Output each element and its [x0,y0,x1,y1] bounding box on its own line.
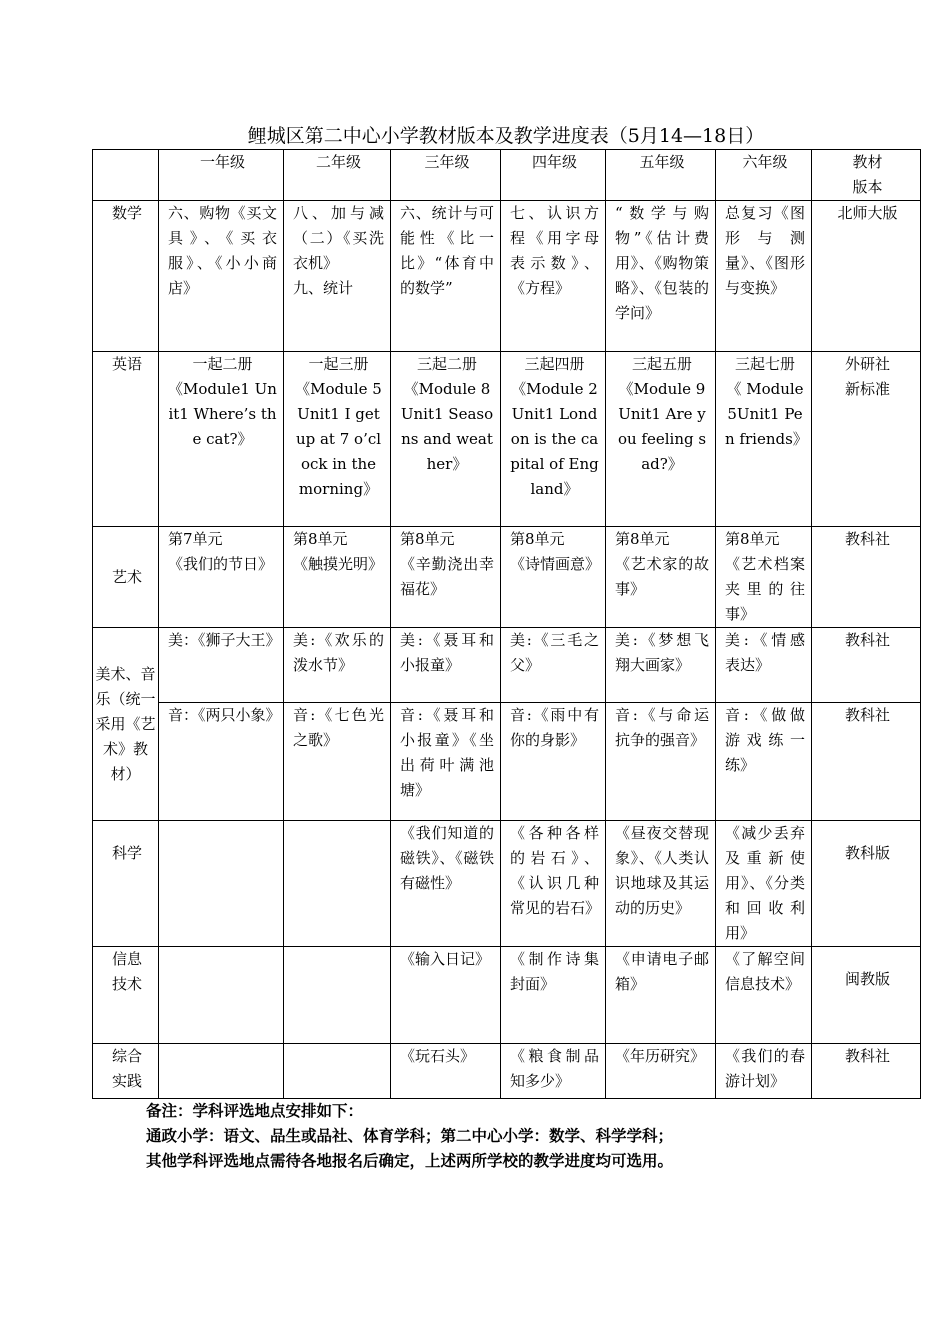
version-it: 闽教版 [812,947,921,1044]
note-line: 其他学科评选地点需待各地报名后确定，上述两所学校的教学进度均可选用。 [146,1152,674,1170]
cell-it-grade6: 《了解空间信息技术》 [716,947,812,1044]
cell-it-grade2 [284,947,391,1044]
grade-header: 二年级 [284,150,391,201]
note-line: 备注：学科评选地点安排如下： [146,1102,364,1120]
cell-fineart-grade3: 美:《聂耳和小报童》 [391,628,501,703]
cell-english-grade4: 三起四册 《Module 2 Unit1 London is the capital of England》 [501,352,606,527]
grade-header: 三年级 [391,150,501,201]
subject-it: 信息 技术 [93,947,159,1044]
cell-music-grade4: 音:《雨中有你的身影》 [501,703,606,821]
row-art [93,527,921,628]
version-math: 北师大版 [812,201,921,352]
version-practice: 教科社 [812,1044,921,1099]
cell-practice-grade5: 《年历研究》 [606,1044,716,1099]
subject-art: 艺术 [93,527,159,628]
cell-science-grade2 [284,821,391,947]
cell-it-grade3: 《输入日记》 [391,947,501,1044]
notes-block [146,1099,936,1174]
cell-english-grade5: 三起五册 《Module 9 Unit1 Are you feeling sad?》 [606,352,716,527]
grade-header: 六年级 [716,150,812,201]
row-english [93,352,921,527]
cell-fineart-grade2: 美:《欢乐的泼水节》 [284,628,391,703]
grade-header: 四年级 [501,150,606,201]
cell-music-grade2: 音:《七色光之歌》 [284,703,391,821]
grade-header: 五年级 [606,150,716,201]
cell-art-grade3: 第8单元 《辛勤浇出幸福花》 [391,527,501,628]
cell-practice-grade6: 《我们的春游计划》 [716,1044,812,1099]
row-science [93,821,921,947]
cell-english-grade3: 三起二册 《Module 8 Unit1 Seasons and weather》 [391,352,501,527]
corner-cell [93,150,159,201]
cell-math-grade6: 总复习《图形与测量》、《图形与变换》 [716,201,812,352]
cell-music-grade6: 音:《做做游戏练一练》 [716,703,812,821]
cell-art-grade6: 第8单元 《艺术档案夹里的往事》 [716,527,812,628]
subject-practice: 综合 实践 [93,1044,159,1099]
row-music [93,703,921,821]
subject-english: 英语 [93,352,159,527]
cell-practice-grade3: 《玩石头》 [391,1044,501,1099]
cell-art-grade2: 第8单元 《触摸光明》 [284,527,391,628]
header-row [93,150,921,201]
cell-music-grade1: 音：《两只小象》 [159,703,284,821]
grade-header: 一年级 [159,150,284,201]
schedule-table [92,149,921,1099]
row-math [93,201,921,352]
cell-math-grade2: 八、加与减（二）《买洗衣机》 九、统计 [284,201,391,352]
cell-art-grade5: 第8单元 《艺术家的故事》 [606,527,716,628]
version-science: 教科版 [812,821,921,947]
cell-music-grade3: 音:《聂耳和小报童》《坐出荷叶满池塘》 [391,703,501,821]
version-fineart: 教科社 [812,628,921,703]
row-fineart [93,628,921,703]
row-it [93,947,921,1044]
cell-fineart-grade5: 美:《梦想飞翔大画家》 [606,628,716,703]
note-line: 通政小学：语文、品生或品社、体育学科；第二中心小学：数学、科学学科； [146,1127,674,1145]
version-header: 教材 版本 [812,150,921,201]
subject-math: 数学 [93,201,159,352]
cell-practice-grade1 [159,1044,284,1099]
version-english: 外研社 新标准 [812,352,921,527]
cell-fineart-grade1: 美：《狮子大王》 [159,628,284,703]
cell-science-grade4: 《各种各样的岩石》、《认识几种常见的岩石》 [501,821,606,947]
cell-art-grade4: 第8单元 《诗情画意》 [501,527,606,628]
subject-science: 科学 [93,821,159,947]
cell-fineart-grade4: 美:《三毛之父》 [501,628,606,703]
cell-practice-grade2 [284,1044,391,1099]
cell-english-grade1: 一起二册 《Module1 Unit1 Where’s the cat?》 [159,352,284,527]
cell-science-grade3: 《我们知道的磁铁》、《磁铁有磁性》 [391,821,501,947]
cell-math-grade1: 六、购物《买文具》、《买衣服》、《小小商店》 [159,201,284,352]
version-music: 教科社 [812,703,921,821]
cell-math-grade5: “数学与购物”《估计费用》、《购物策略》、《包装的学问》 [606,201,716,352]
cell-english-grade2: 一起三册 《Module 5 Unit1 I get up at 7 o’clock in the morning》 [284,352,391,527]
version-art: 教科社 [812,527,921,628]
cell-fineart-grade6: 美:《情感表达》 [716,628,812,703]
cell-it-grade4: 《制作诗集封面》 [501,947,606,1044]
cell-music-grade5: 音:《与命运抗争的强音》 [606,703,716,821]
cell-math-grade4: 七、认识方程《用字母表示数》、《方程》 [501,201,606,352]
document-title: 鲤城区第二中心小学教材版本及教学进度表（5月14—18日） [247,125,765,147]
row-practice [93,1044,921,1099]
cell-english-grade6: 三起七册 《 Module 5Unit1 Pen friends》 [716,352,812,527]
cell-it-grade1 [159,947,284,1044]
cell-art-grade1: 第7单元 《我们的节日》 [159,527,284,628]
subject-fineart-music: 美术、音乐（统一采用《艺术》教材） [93,628,159,821]
cell-practice-grade4: 《粮食制品知多少》 [501,1044,606,1099]
cell-science-grade5: 《昼夜交替现象》、《人类认识地球及其运动的历史》 [606,821,716,947]
cell-it-grade5: 《申请电子邮箱》 [606,947,716,1044]
cell-science-grade6: 《减少丢弃及重新使用》、《分类和回收利用》 [716,821,812,947]
cell-math-grade3: 六、统计与可能性《比一比》“体育中的数学” [391,201,501,352]
cell-science-grade1 [159,821,284,947]
